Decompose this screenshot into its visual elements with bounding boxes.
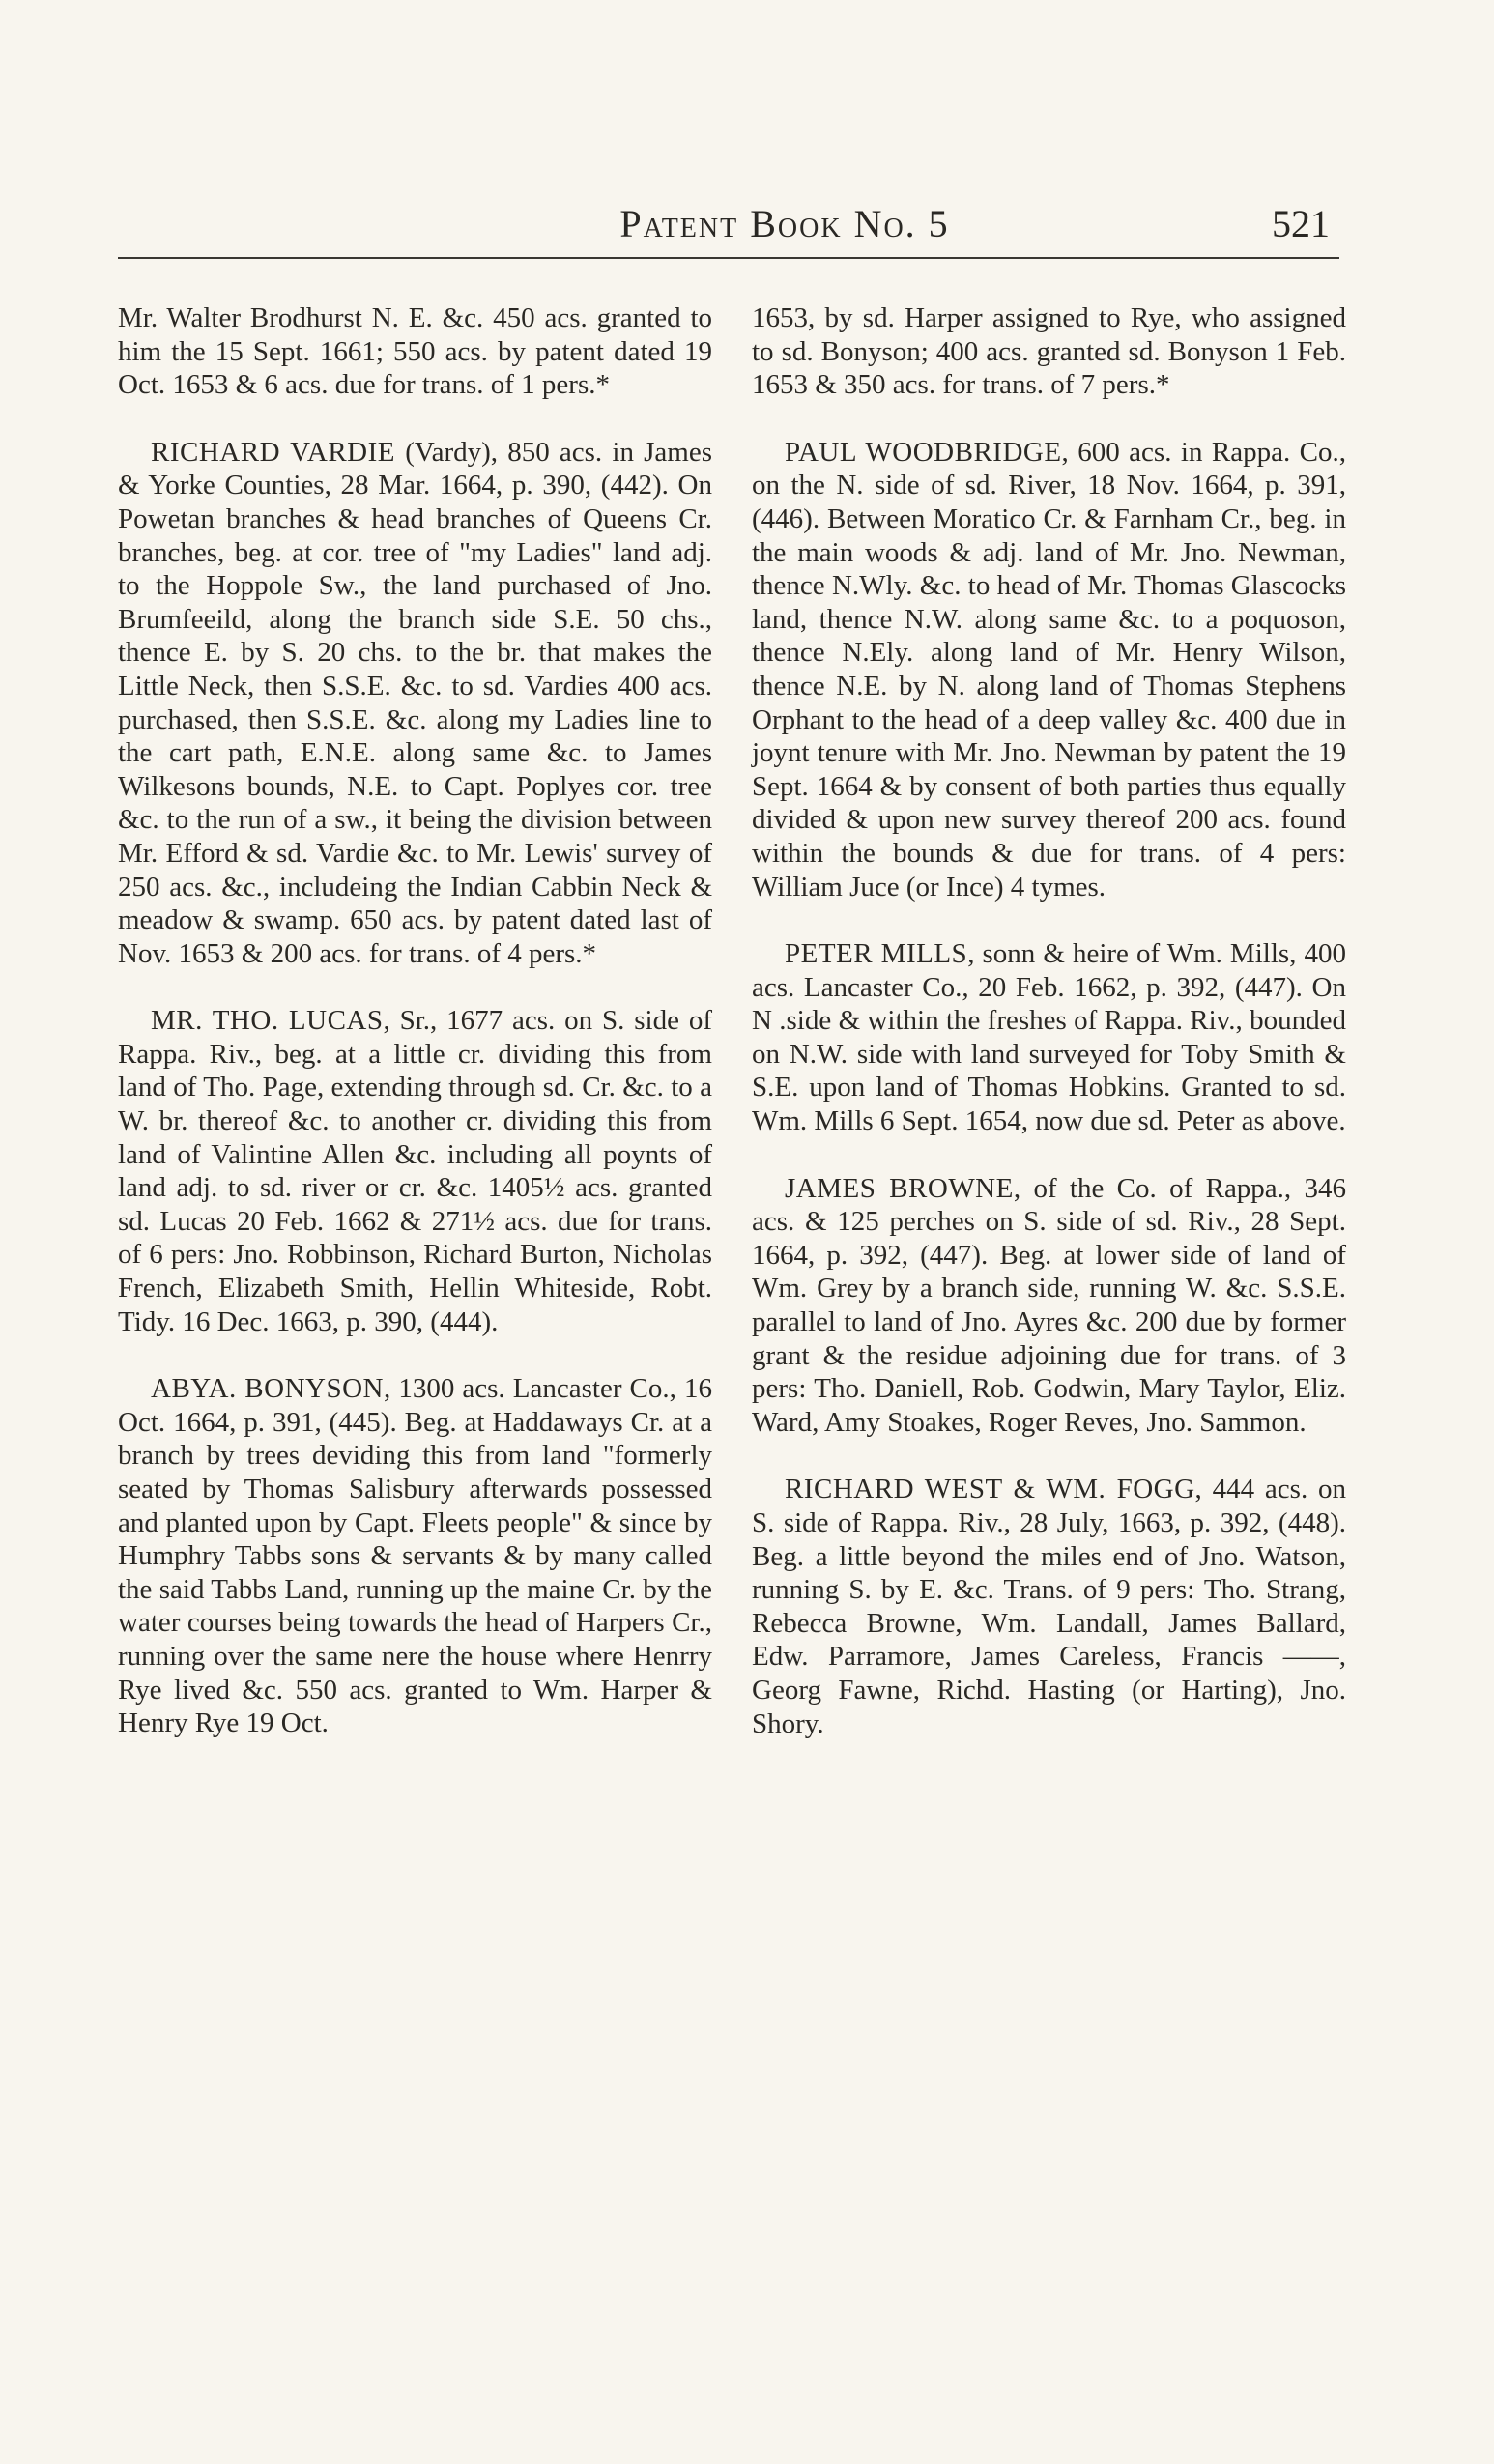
entry-text: , sonn & heire of Wm. Mills, 400 acs. Lancaster Co., 20 Feb. 1662, p. 392, (447). On N .side & within the freshes of Rappa. Riv., bounded on N.W. side with land surveyed for Toby Smith & S.E. upon land of Thomas Hobkins. Granted to sd. Wm. Mills 6 Sept. 1654, now due sd. Peter as above. xyxy=(752,938,1346,1137)
right-column xyxy=(752,301,1346,1774)
entry-text: , Sr., 1677 acs. on S. side of Rappa. Riv., beg. at a little cr. dividing this from land of Tho. Page, extending through sd. Cr. &c. to a W. br. thereof &c. to another cr. dividing this from land of Valintine Allen &c. including all poynts of land adj. to sd. river or cr. &c. 1405½ acs. granted sd. Lucas 20 Feb. 1662 & 271½ acs. due for trans. of 6 pers: Jno. Robbinson, Richard Burton, Nicholas French, Elizabeth Smith, Hellin Whiteside, Robt. Tidy. 16 Dec. 1663, p. 390, (444). xyxy=(118,1005,712,1337)
entry-name: RICHARD VARDIE xyxy=(151,436,395,468)
entry-text: , 1300 acs. Lancaster Co., 16 Oct. 1664, p. 391, (445). Beg. at Haddaways Cr. at a branch by trees deviding this from land "formerly seated by Thomas Salisbury afterwards possessed and planted upon by Capt. Fleets people" & since by Humphry Tabbs sons & servants & by many called the said Tabbs Land, running up the maine Cr. by the water courses being towards the head of Harpers Cr., running over the same nere the house where Henrry Rye lived &c. 550 acs. granted to Wm. Harper & Henry Rye 19 Oct. xyxy=(118,1373,712,1739)
entry-name: ABYA. BONYSON xyxy=(151,1373,384,1405)
patent-entry xyxy=(118,1372,712,1740)
patent-entry xyxy=(118,1004,712,1338)
running-head xyxy=(118,199,1339,259)
entry-name: JAMES BROWNE xyxy=(785,1172,1014,1204)
page-number: 521 xyxy=(1272,202,1330,245)
entry-name: PAUL WOODBRIDGE xyxy=(785,436,1062,468)
patent-entry xyxy=(752,937,1346,1138)
entry-name: MR. THO. LUCAS xyxy=(151,1005,384,1037)
patent-entry xyxy=(752,1473,1346,1740)
entry-text: , 600 acs. in Rappa. Co., on the N. side of sd. River, 18 Nov. 1664, p. 391, (446). Between Moratico Cr. & Farnham Cr., beg. in the main woods & adj. land of Mr. Jno. Newman, thence N.Wly. &c. to head of Mr. Thomas Glascocks land, thence N.W. along same &c. to a poquoson, thence N.Ely. along land of Mr. Henry Wilson, thence N.E. by N. along land of Thomas Stephens Orphant to the head of a deep valley &c. 400 due in joynt tenure with Mr. Jno. Newman by patent the 19 Sept. 1664 & by consent of both parties thus equally divided & upon new survey thereof 200 acs. found within the bounds & due for trans. of 4 pers: William Juce (or Ince) 4 tymes. xyxy=(752,436,1346,903)
patent-entry xyxy=(118,436,712,971)
patent-entry xyxy=(752,1172,1346,1440)
patent-entry xyxy=(118,301,712,402)
entry-text: , of the Co. of Rappa., 346 acs. & 125 perches on S. side of sd. Riv., 28 Sept. 1664, p. 392, (447). Beg. at lower side of land of Wm. Grey by a branch side, running W. &c. S.S.E. parallel to land of Jno. Ayres &c. 200 due by former grant & the residue adjoining due for trans. of 3 pers: Tho. Daniell, Rob. Godwin, Mary Taylor, Eliz. Ward, Amy Stoakes, Roger Reves, Jno. Sammon. xyxy=(752,1172,1347,1438)
entry-text: , 444 acs. on S. side of Rappa. Riv., 28 July, 1663, p. 392, (448). Beg. a little beyond the miles end of Jno. Watson, running S. by E. &c. Trans. of 9 pers: Tho. Strang, Rebecca Browne, Wm. Landall, James Ballard, Edw. Parramore, James Careless, Francis ——, Georg Fawne, Richd. Hasting (or Harting), Jno. Shory. xyxy=(752,1474,1347,1739)
entry-text: 1653, by sd. Harper assigned to Rye, who assigned to sd. Bonyson; 400 acs. granted sd. Bonyson 1 Feb. 1653 & 350 acs. for trans. of 7 pers.* xyxy=(752,302,1346,401)
entry-name: PETER MILLS xyxy=(785,938,968,970)
patent-entry xyxy=(752,301,1346,402)
entry-text: (Vardy), 850 acs. in James & Yorke Counties, 28 Mar. 1664, p. 390, (442). On Powetan branches & head branches of Queens Cr. branches, beg. at cor. tree of "my Ladies" land adj. to the Hoppole Sw., the land purchased of Jno. Brumfeeild, along the branch side S.E. 50 chs., thence E. by S. 20 chs. to the br. that makes the Little Neck, then S.S.E. &c. to sd. Vardies 400 acs. purchased, then S.S.E. &c. along my Ladies line to the cart path, E.N.E. along same &c. to James Wilkesons bounds, N.E. to Capt. Poplyes cor. tree &c. to the run of a sw., it being the division between Mr. Efford & sd. Vardie &c. to Mr. Lewis' survey of 250 acs. &c., includeing the Indian Cabbin Neck & meadow & swamp. 650 acs. by patent dated last of Nov. 1653 & 200 acs. for trans. of 4 pers.* xyxy=(118,436,713,969)
running-title: Patent Book No. 5 xyxy=(619,202,950,245)
left-column xyxy=(118,301,712,1774)
entry-name: RICHARD WEST & WM. FOGG xyxy=(785,1474,1195,1505)
entry-text: Mr. Walter Brodhurst N. E. &c. 450 acs. granted to him the 15 Sept. 1661; 550 acs. by patent dated 19 Oct. 1653 & 6 acs. due for trans. of 1 pers.* xyxy=(118,302,712,401)
patent-entry xyxy=(752,436,1346,903)
